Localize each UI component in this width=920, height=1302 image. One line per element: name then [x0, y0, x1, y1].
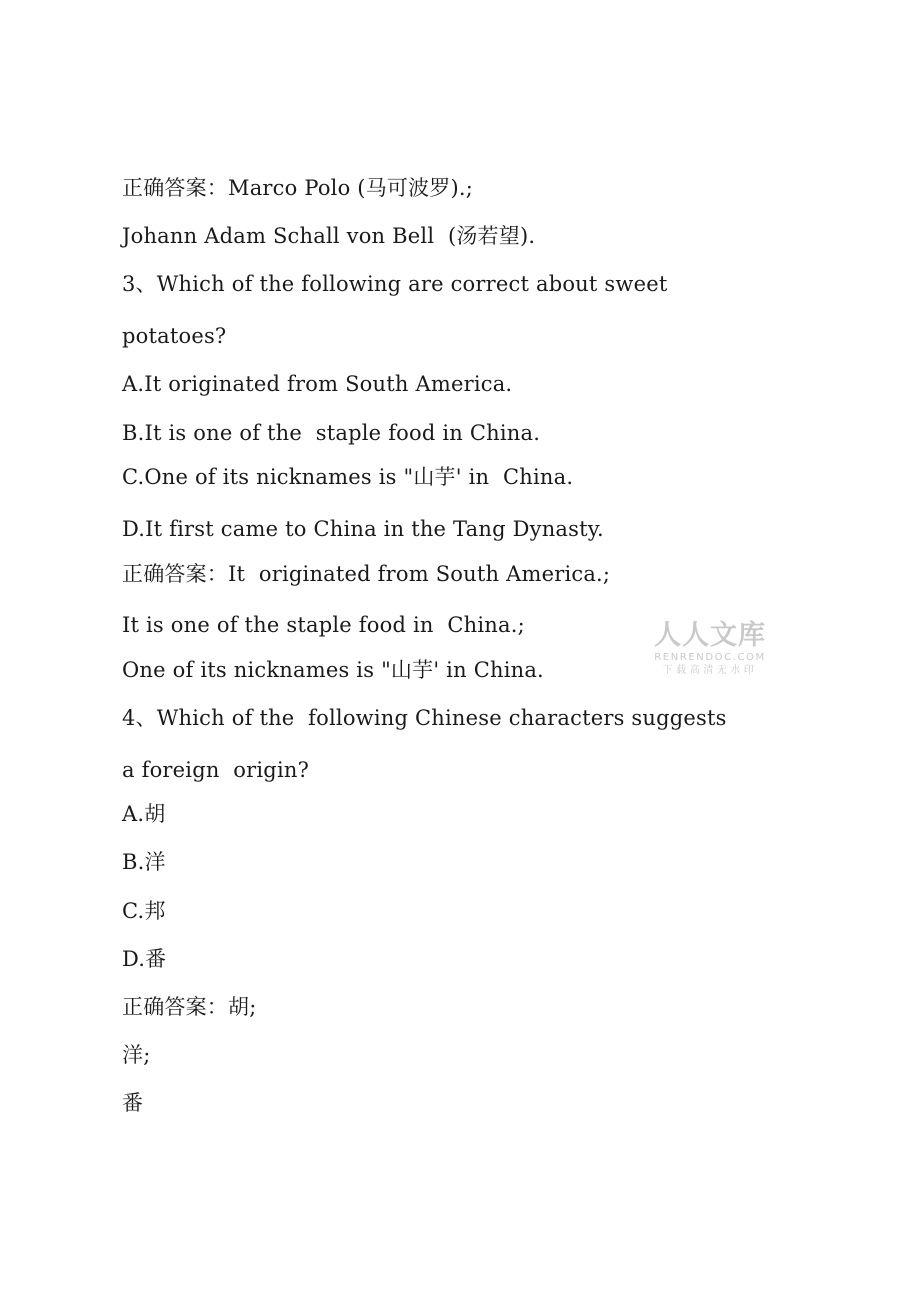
- question-3-option-c: C.One of its nicknames is "山芋' in China.: [122, 465, 574, 489]
- answer-line-q3-cont-1: It is one of the staple food in China.;: [122, 613, 525, 637]
- answer-line-q4-cont-2: 番: [122, 1091, 144, 1115]
- question-3-option-b: B.It is one of the staple food in China.: [122, 421, 541, 445]
- answer-line-q3-cont-2: One of its nicknames is "山芋' in China.: [122, 658, 544, 682]
- question-3-option-a: A.It originated from South America.: [122, 372, 513, 396]
- question-4-title: 4、Which of the following Chinese characters suggests: [122, 706, 727, 730]
- answer-line-q2: 正确答案：Marco Polo (马可波罗).;: [122, 176, 474, 200]
- question-3-title: 3、Which of the following are correct about sweet: [122, 272, 668, 296]
- watermark-subtitle: 下载高清无水印: [662, 665, 758, 676]
- question-4-option-a: A.胡: [122, 802, 166, 826]
- answer-line-q2-cont: Johann Adam Schall von Bell (汤若望).: [122, 224, 536, 248]
- watermark: [645, 620, 775, 678]
- answer-line-q3: 正确答案：It originated from South America.;: [122, 562, 611, 586]
- question-4-option-d: D.番: [122, 947, 167, 971]
- question-3-option-d: D.It first came to China in the Tang Dynasty.: [122, 517, 604, 541]
- answer-line-q4-cont-1: 洋;: [122, 1043, 151, 1067]
- watermark-title: 人人文库: [654, 620, 766, 651]
- answer-line-q4: 正确答案：胡;: [122, 995, 257, 1019]
- question-3-title-cont: potatoes?: [122, 324, 227, 348]
- question-4-title-cont: a foreign origin?: [122, 758, 310, 782]
- question-4-option-c: C.邦: [122, 899, 166, 923]
- watermark-url: RENRENDOC.COM: [654, 652, 766, 663]
- question-4-option-b: B.洋: [122, 850, 166, 874]
